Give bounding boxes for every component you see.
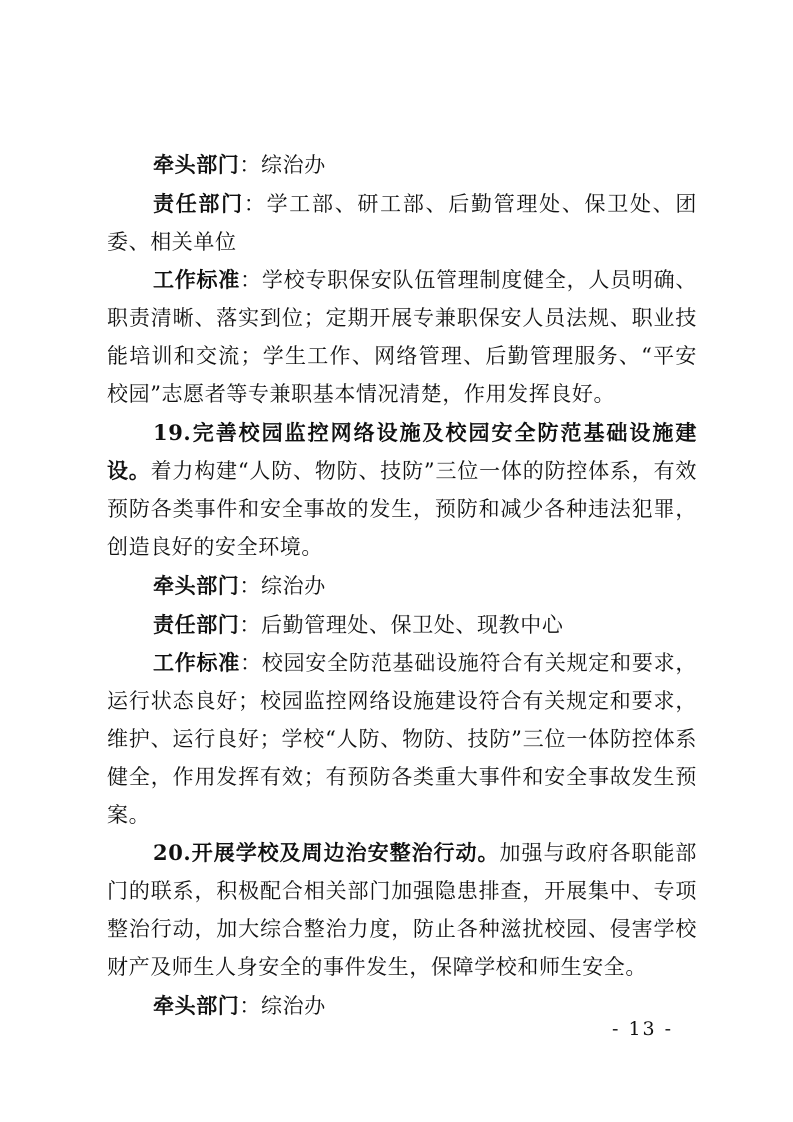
paragraph-separator: ： [240, 268, 262, 293]
paragraph-label: 牵头部门 [153, 992, 240, 1018]
paragraph-text: 着力构建“人防、物防、技防”三位一体的防控体系，有效预防各类事件和安全事故的发生，预防和减少各种违法犯罪，创造良好的安全环境。 [107, 459, 697, 559]
paragraph-label: 工作标准 [153, 267, 241, 293]
item-heading: 19.完善校园监控网络设施及校园安全防范基础设施建设。 [107, 419, 697, 484]
paragraph-label: 责任部门 [153, 190, 244, 216]
item-heading: 20.开展学校及周边治安整治行动。 [153, 840, 500, 866]
paragraph-responsible-dept-2 [107, 606, 697, 645]
paragraph-label: 工作标准 [153, 650, 241, 676]
paragraph-text: 综治办 [261, 153, 326, 177]
paragraph-item-19 [107, 414, 697, 567]
paragraph-separator: ： [239, 153, 262, 177]
paragraph-separator: ： [239, 612, 262, 637]
paragraph-separator: ： [239, 993, 262, 1018]
document-body [107, 146, 697, 1025]
paragraph-responsible-dept-1 [107, 185, 697, 262]
paragraph-separator: ： [239, 573, 262, 598]
paragraph-text: 学校专职保安队伍管理制度健全，人员明确、职责清晰、落实到位；定期开展专兼职保安人员法规、职业技能培训和交流；学生工作、网络管理、后勤管理服务、“平安校园”志愿者等专兼职基本情况清楚，作用发挥良好。 [107, 268, 698, 406]
paragraph-item-20 [107, 834, 697, 986]
paragraph-lead-dept-1 [107, 146, 697, 185]
paragraph-label: 牵头部门 [153, 572, 240, 598]
paragraph-text: 校园安全防范基础设施符合有关规定和要求，运行状态良好；校园监控网络设施建设符合有关规定和要求，维护、运行良好；学校“人防、物防、技防”三位一体防控体系健全，作用发挥有效；有预防各类重大事件和安全事故发生预案。 [107, 651, 698, 827]
paragraph-separator: ： [243, 191, 267, 216]
paragraph-text: 加强与政府各职能部门的联系，积极配合相关部门加强隐患排查，开展集中、专项整治行动，加大综合整治力度，防止各种滋扰校园、侵害学校财产及师生人身安全的事件发生，保障学校和师生安全。 [107, 841, 697, 979]
paragraph-work-standard-2 [107, 644, 697, 834]
paragraph-lead-dept-2 [107, 567, 697, 606]
page-number: - 13 - [612, 1018, 674, 1040]
paragraph-label: 牵头部门 [153, 152, 240, 177]
paragraph-text: 后勤管理处、保卫处、现教中心 [261, 612, 564, 637]
paragraph-text: 学工部、研工部、后勤管理处、保卫处、团委、相关单位 [107, 191, 697, 254]
paragraph-work-standard-1 [107, 261, 697, 413]
paragraph-label: 责任部门 [153, 611, 240, 637]
paragraph-text: 综治办 [261, 993, 326, 1018]
paragraph-lead-dept-3 [107, 987, 697, 1026]
paragraph-separator: ： [240, 651, 262, 676]
paragraph-text: 综治办 [261, 573, 326, 598]
